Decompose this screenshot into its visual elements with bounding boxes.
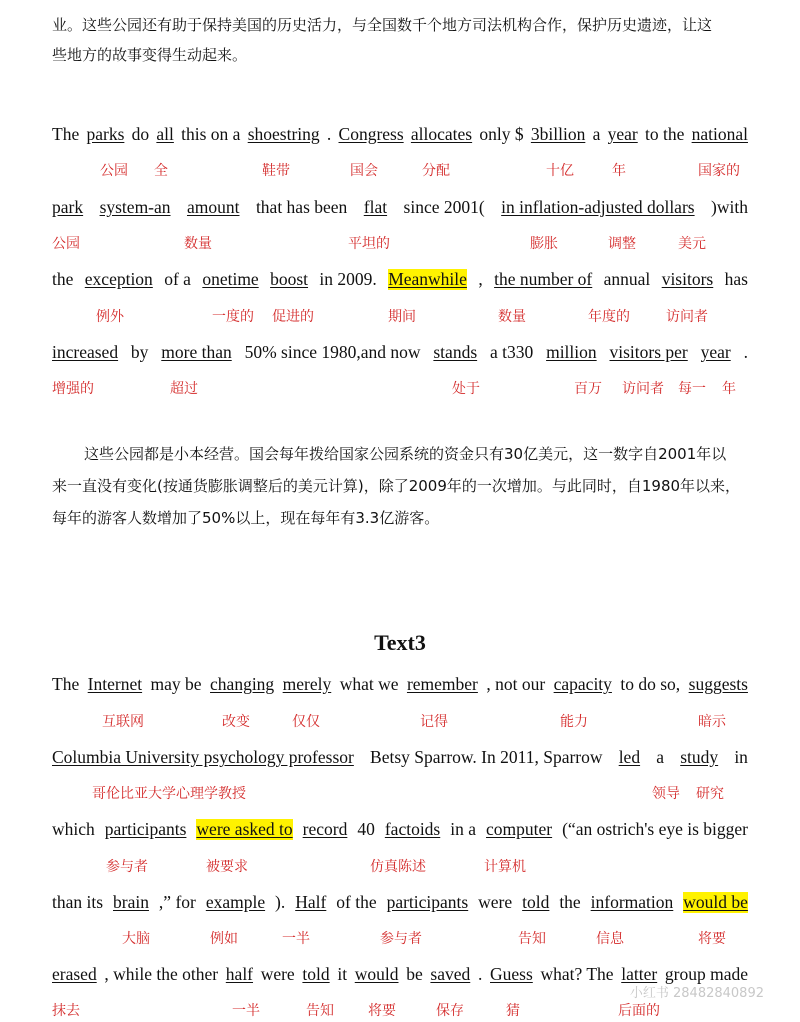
vocab-word: park: [52, 197, 84, 217]
gloss: 膨胀: [530, 236, 558, 252]
gloss: 数量: [498, 309, 526, 325]
vocab-word: led: [618, 747, 641, 767]
gloss-line: [52, 233, 752, 255]
vocab-word: year: [607, 124, 638, 144]
vocab-word: Congress: [338, 124, 404, 144]
gloss: 公园: [100, 163, 128, 179]
vocab-word: the number of: [494, 269, 593, 289]
word: ).: [275, 892, 286, 912]
gloss: 全: [154, 163, 168, 179]
gloss: 领导: [652, 786, 680, 802]
gloss-line: [52, 306, 752, 328]
gloss: 记得: [420, 714, 448, 730]
word: The: [52, 124, 80, 144]
gloss: 鞋带: [262, 163, 290, 179]
highlighted-phrase: would be: [683, 892, 748, 912]
cn-line: 些地方的故事变得生动起来。: [52, 46, 248, 64]
gloss: 一度的: [212, 309, 254, 325]
gloss: 参与者: [106, 859, 148, 875]
gloss-line: [52, 783, 752, 805]
watermark: 小红书 28482840892: [629, 986, 764, 1001]
vocab-word: example: [205, 892, 266, 912]
english-line: [52, 892, 748, 916]
gloss: 哥伦比亚大学心理学教授: [92, 786, 246, 802]
cn-line: 来一直没有变化(按通货膨胀调整后的美元计算)，除了2009年的一次增加。与此同时，自1980年以来，: [52, 477, 741, 495]
word: this on a: [181, 124, 241, 144]
gloss-line: [52, 160, 752, 182]
vocab-word: told: [522, 892, 550, 912]
word: may be: [150, 674, 202, 694]
vocab-word: participants: [386, 892, 469, 912]
gloss: 被要求: [206, 859, 248, 875]
vocab-word: changing: [210, 674, 275, 694]
gloss: 能力: [560, 714, 588, 730]
gloss-line: [52, 1000, 752, 1022]
gloss: 年: [722, 381, 736, 397]
word: .: [326, 124, 332, 144]
english-line: [52, 674, 748, 698]
gloss: 告知: [518, 931, 546, 947]
gloss: 促进的: [272, 309, 314, 325]
vocab-word: stands: [433, 342, 478, 362]
word: be: [406, 964, 423, 984]
gloss: 猜: [506, 1003, 520, 1019]
word: the: [559, 892, 581, 912]
word: The: [52, 674, 80, 694]
vocab-word: in inflation-adjusted dollars: [501, 197, 695, 217]
gloss: 美元: [678, 236, 706, 252]
vocab-word: suggests: [688, 674, 748, 694]
english-line: [52, 747, 748, 771]
gloss: 百万: [574, 381, 602, 397]
vocab-word: boost: [270, 269, 309, 289]
word: that has been: [255, 197, 348, 217]
vocab-word: Internet: [87, 674, 143, 694]
gloss-line: [52, 856, 752, 878]
gloss: 访问者: [622, 381, 664, 397]
vocab-word: would: [354, 964, 399, 984]
word: what? The: [540, 964, 614, 984]
gloss: 信息: [596, 931, 624, 947]
gloss: 互联网: [102, 714, 144, 730]
vocab-word: participants: [104, 819, 187, 839]
word: annual: [603, 269, 651, 289]
word: only $: [479, 124, 524, 144]
gloss: 年度的: [588, 309, 630, 325]
word: a t330: [489, 342, 534, 362]
word: were: [260, 964, 295, 984]
gloss: 例外: [96, 309, 124, 325]
gloss: 例如: [210, 931, 238, 947]
word: , not our: [486, 674, 546, 694]
english-line: [52, 124, 748, 148]
gloss: 后面的: [618, 1003, 660, 1019]
word: to the: [644, 124, 685, 144]
gloss: 超过: [170, 381, 198, 397]
gloss: 告知: [306, 1003, 334, 1019]
word: in a: [450, 819, 477, 839]
word: group made: [664, 964, 748, 984]
gloss: 增强的: [52, 381, 94, 397]
word: ,: [478, 269, 483, 289]
gloss: 保存: [436, 1003, 464, 1019]
vocab-word: million: [546, 342, 597, 362]
word: )with: [711, 197, 748, 217]
vocab-word: merely: [282, 674, 332, 694]
gloss: 大脑: [122, 931, 150, 947]
vocab-word: told: [302, 964, 330, 984]
word: by: [130, 342, 149, 362]
vocab-word: exception: [84, 269, 153, 289]
gloss: 分配: [422, 163, 450, 179]
word: since 2001(: [403, 197, 485, 217]
vocab-word: shoestring: [247, 124, 320, 144]
vocab-word: half: [225, 964, 254, 984]
vocab-word: more than: [161, 342, 232, 362]
gloss: 国会: [350, 163, 378, 179]
vocab-word: 3billion: [530, 124, 586, 144]
word: has: [724, 269, 748, 289]
vocab-word: Guess: [490, 964, 533, 984]
cn-line: 业。这些公园还有助于保持美国的历史活力，与全国数千个地方司法机构合作，保护历史遗迹，让这: [52, 16, 713, 34]
gloss: 期间: [388, 309, 416, 325]
word: 50% since 1980,and now: [244, 342, 421, 362]
vocab-word: increased: [52, 342, 119, 362]
vocab-word: allocates: [410, 124, 473, 144]
vocab-word: latter: [621, 964, 658, 984]
vocab-word: amount: [186, 197, 240, 217]
gloss: 一半: [282, 931, 310, 947]
gloss: 暗示: [698, 714, 726, 730]
vocab-word: saved: [430, 964, 471, 984]
gloss: 将要: [698, 931, 726, 947]
word: 40: [357, 819, 375, 839]
gloss: 仅仅: [292, 714, 320, 730]
section-title: Text3: [374, 630, 426, 655]
english-line: [52, 342, 748, 366]
vocab-word: capacity: [553, 674, 612, 694]
cn-line: 每年的游客人数增加了50%以上，现在每年有3.3亿游客。: [52, 509, 440, 527]
word: .: [477, 964, 483, 984]
gloss: 一半: [232, 1003, 260, 1019]
gloss: 公园: [52, 236, 80, 252]
word: what we: [339, 674, 399, 694]
vocab-word: system-an: [99, 197, 171, 217]
vocab-word: erased: [52, 964, 97, 984]
gloss: 仿真陈述: [370, 859, 426, 875]
vocab-word: remember: [406, 674, 478, 694]
word: a: [656, 747, 665, 767]
gloss: 平坦的: [348, 236, 390, 252]
word: Betsy Sparrow. In 2011, Sparrow: [370, 747, 603, 767]
highlighted-word: Meanwhile: [388, 269, 467, 289]
word: do: [131, 124, 150, 144]
vocab-word: brain: [113, 892, 149, 912]
gloss-line: [52, 378, 752, 400]
cn-line: 这些公园都是小本经营。国会每年拨给国家公园系统的资金只有30亿美元，这一数字自2001年以: [84, 445, 727, 463]
vocab-word: information: [590, 892, 674, 912]
word: ,” for: [158, 892, 196, 912]
word: to do so,: [620, 674, 681, 694]
gloss: 参与者: [380, 931, 422, 947]
english-line: [52, 819, 748, 843]
vocab-word: study: [680, 747, 719, 767]
gloss: 计算机: [484, 859, 526, 875]
gloss: 抹去: [52, 1003, 80, 1019]
gloss: 处于: [452, 381, 480, 397]
vocab-word: all: [156, 124, 174, 144]
vocab-word: visitors: [661, 269, 714, 289]
word: were: [478, 892, 513, 912]
gloss: 访问者: [666, 309, 708, 325]
vocab-word: record: [302, 819, 348, 839]
word: which: [52, 819, 95, 839]
vocab-word: computer: [486, 819, 553, 839]
word: the: [52, 269, 74, 289]
word: .: [743, 342, 748, 362]
word: it: [337, 964, 348, 984]
gloss: 改变: [222, 714, 250, 730]
gloss: 将要: [368, 1003, 396, 1019]
word: in: [734, 747, 748, 767]
vocab-word: Columbia University psychology professor: [52, 747, 354, 767]
vocab-word: Half: [295, 892, 327, 912]
word: than its: [52, 892, 104, 912]
highlighted-phrase: were asked to: [196, 819, 293, 839]
word: , while the other: [104, 964, 219, 984]
vocab-word: national: [691, 124, 748, 144]
gloss-line: [52, 711, 752, 733]
chinese-translation-top: [52, 10, 752, 70]
gloss: 年: [612, 163, 626, 179]
word: of the: [336, 892, 377, 912]
vocab-word: year: [700, 342, 731, 362]
vocab-word: visitors per: [609, 342, 688, 362]
gloss-line: [52, 928, 752, 950]
vocab-word: onetime: [202, 269, 259, 289]
vocab-word: factoids: [384, 819, 441, 839]
vocab-word: flat: [363, 197, 388, 217]
english-line: [52, 269, 748, 293]
gloss: 每一: [678, 381, 706, 397]
vocab-word: parks: [86, 124, 125, 144]
word: a: [592, 124, 601, 144]
word: in 2009.: [319, 269, 377, 289]
gloss: 数量: [184, 236, 212, 252]
chinese-translation-middle: [52, 438, 752, 534]
gloss: 调整: [608, 236, 636, 252]
word: of a: [164, 269, 191, 289]
gloss: 研究: [696, 786, 724, 802]
gloss: 国家的: [698, 163, 740, 179]
word: (“an ostrich's eye is bigger: [562, 819, 748, 839]
gloss: 十亿: [546, 163, 574, 179]
english-line: [52, 197, 748, 221]
